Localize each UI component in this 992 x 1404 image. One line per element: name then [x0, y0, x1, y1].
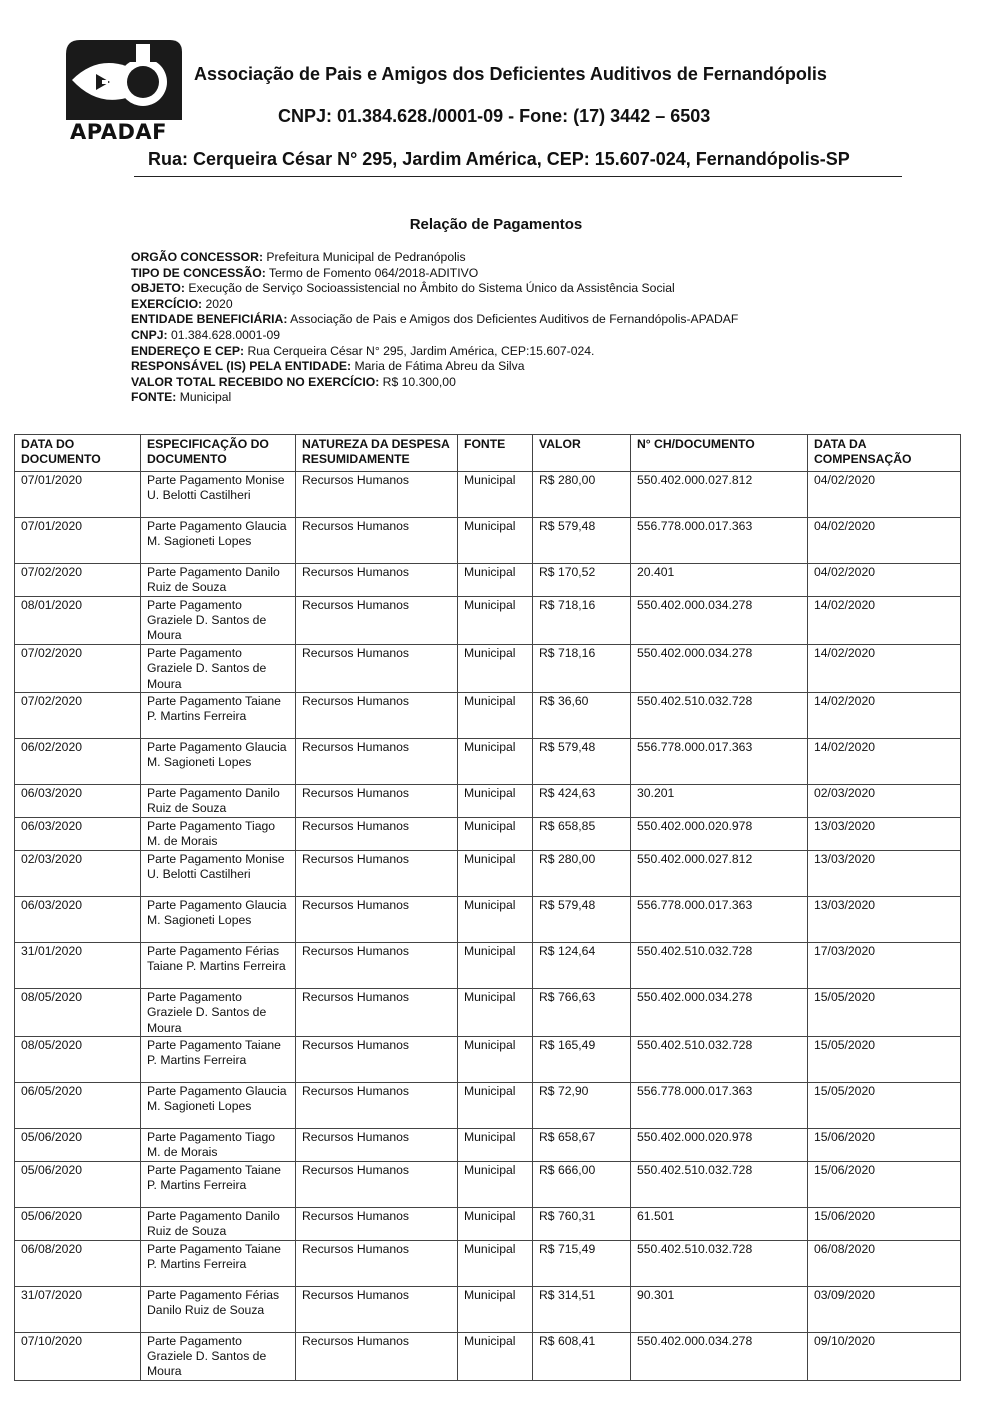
- cell-check-number: 550.402.000.034.278: [631, 988, 808, 1036]
- cell-specification: Parte Pagamento Graziele D. Santos de Moura: [141, 988, 296, 1036]
- cell-check-number: 550.402.510.032.728: [631, 942, 808, 988]
- cell-document-date: 06/02/2020: [15, 739, 141, 785]
- cell-check-number: 30.201: [631, 785, 808, 818]
- table-row: [15, 563, 961, 596]
- cell-specification: Parte Pagamento Graziele D. Santos de Moura: [141, 596, 296, 644]
- cell-document-date: 07/01/2020: [15, 471, 141, 517]
- cell-expense-nature: Recursos Humanos: [296, 1036, 458, 1082]
- cell-expense-nature: Recursos Humanos: [296, 988, 458, 1036]
- cell-compensation-date: 17/03/2020: [808, 942, 961, 988]
- cell-source: Municipal: [458, 1286, 533, 1332]
- info-value: Rua Cerqueira César N° 295, Jardim América, CEP:15.607-024.: [244, 343, 595, 358]
- cell-compensation-date: 04/02/2020: [808, 517, 961, 563]
- info-label: ORGÃO CONCESSOR:: [131, 250, 264, 264]
- payments-table: [14, 434, 961, 1381]
- cell-expense-nature: Recursos Humanos: [296, 817, 458, 850]
- cell-specification: Parte Pagamento Graziele D. Santos de Moura: [141, 644, 296, 692]
- cell-source: Municipal: [458, 1161, 533, 1207]
- cell-amount: R$ 36,60: [533, 693, 631, 739]
- org-name: Associação de Pais e Amigos dos Deficientes Auditivos de Fernandópolis: [194, 64, 827, 84]
- cell-specification: Parte Pagamento Taiane P. Martins Ferreira: [141, 1161, 296, 1207]
- cell-expense-nature: Recursos Humanos: [296, 1128, 458, 1161]
- cell-specification: Parte Pagamento Monise U. Belotti Castilheri: [141, 471, 296, 517]
- cell-specification: Parte Pagamento Glaucia M. Sagioneti Lopes: [141, 517, 296, 563]
- cell-source: Municipal: [458, 896, 533, 942]
- cell-source: Municipal: [458, 739, 533, 785]
- cell-expense-nature: Recursos Humanos: [296, 517, 458, 563]
- cell-amount: R$ 170,52: [533, 563, 631, 596]
- column-header: FONTE: [458, 435, 533, 472]
- cell-source: Municipal: [458, 563, 533, 596]
- info-value: 01.384.628.0001-09: [167, 327, 281, 342]
- cell-amount: R$ 718,16: [533, 644, 631, 692]
- cell-source: Municipal: [458, 988, 533, 1036]
- table-row: [15, 1207, 961, 1240]
- cell-source: Municipal: [458, 644, 533, 692]
- table-row: [15, 1036, 961, 1082]
- payments-table-body: [15, 471, 961, 1380]
- cell-document-date: 06/03/2020: [15, 785, 141, 818]
- cell-amount: R$ 424,63: [533, 785, 631, 818]
- info-label: RESPONSÁVEL (IS) PELA ENTIDADE:: [131, 359, 352, 374]
- logo-text: APADAF: [70, 120, 167, 144]
- info-value: R$ 10.300,00: [379, 374, 456, 389]
- cell-check-number: 550.402.000.034.278: [631, 1332, 808, 1380]
- table-row: [15, 785, 961, 818]
- cell-compensation-date: 14/02/2020: [808, 644, 961, 692]
- cell-document-date: 08/05/2020: [15, 988, 141, 1036]
- cell-amount: R$ 280,00: [533, 471, 631, 517]
- cell-check-number: 90.301: [631, 1286, 808, 1332]
- cell-document-date: 08/01/2020: [15, 596, 141, 644]
- cell-check-number: 20.401: [631, 563, 808, 596]
- cell-document-date: 06/03/2020: [15, 896, 141, 942]
- cell-specification: Parte Pagamento Graziele D. Santos de Moura: [141, 1332, 296, 1380]
- cell-amount: R$ 715,49: [533, 1240, 631, 1286]
- column-header: N° CH/DOCUMENTO: [631, 435, 808, 472]
- cell-document-date: 31/07/2020: [15, 1286, 141, 1332]
- cell-expense-nature: Recursos Humanos: [296, 1240, 458, 1286]
- cell-amount: R$ 718,16: [533, 596, 631, 644]
- info-label: ENTIDADE BENEFICIÁRIA:: [131, 312, 288, 327]
- info-row: [131, 344, 738, 360]
- cell-compensation-date: 03/09/2020: [808, 1286, 961, 1332]
- info-value: Termo de Fomento 064/2018-ADITIVO: [265, 265, 479, 280]
- table-row: [15, 942, 961, 988]
- header-divider: [134, 176, 902, 177]
- cell-check-number: 550.402.000.034.278: [631, 644, 808, 692]
- cell-compensation-date: 13/03/2020: [808, 817, 961, 850]
- cell-check-number: 550.402.510.032.728: [631, 1161, 808, 1207]
- cell-check-number: 550.402.000.034.278: [631, 596, 808, 644]
- cell-specification: Parte Pagamento Taiane P. Martins Ferreira: [141, 1240, 296, 1286]
- info-row: [131, 390, 738, 406]
- cell-source: Municipal: [458, 785, 533, 818]
- info-label: CNPJ:: [131, 327, 168, 342]
- cell-document-date: 07/01/2020: [15, 517, 141, 563]
- cell-specification: Parte Pagamento Tiago M. de Morais: [141, 817, 296, 850]
- info-row: [131, 297, 738, 313]
- info-value: Execução de Serviço Socioassistencial no Âmbito do Sistema Único da Assistência Social: [184, 281, 675, 296]
- cell-amount: R$ 608,41: [533, 1332, 631, 1380]
- cell-source: Municipal: [458, 1082, 533, 1128]
- table-row: [15, 1128, 961, 1161]
- cell-check-number: 556.778.000.017.363: [631, 739, 808, 785]
- table-row: [15, 596, 961, 644]
- column-header: ESPECIFICAÇÃO DO DOCUMENTO: [141, 435, 296, 472]
- cell-document-date: 07/02/2020: [15, 563, 141, 596]
- cell-compensation-date: 15/05/2020: [808, 1082, 961, 1128]
- table-row: [15, 517, 961, 563]
- table-row: [15, 850, 961, 896]
- cell-document-date: 06/08/2020: [15, 1240, 141, 1286]
- document-title: Relação de Pagamentos: [409, 216, 583, 233]
- info-value: Prefeitura Municipal de Pedranópolis: [263, 250, 466, 264]
- cell-expense-nature: Recursos Humanos: [296, 785, 458, 818]
- info-value: 2020: [202, 296, 233, 311]
- cell-document-date: 06/05/2020: [15, 1082, 141, 1128]
- cell-expense-nature: Recursos Humanos: [296, 693, 458, 739]
- cell-compensation-date: 15/05/2020: [808, 988, 961, 1036]
- cell-document-date: 08/05/2020: [15, 1036, 141, 1082]
- info-label: ENDEREÇO E CEP:: [131, 343, 245, 358]
- cell-compensation-date: 13/03/2020: [808, 896, 961, 942]
- cell-compensation-date: 13/03/2020: [808, 850, 961, 896]
- cell-check-number: 550.402.000.020.978: [631, 817, 808, 850]
- cell-compensation-date: 04/02/2020: [808, 471, 961, 517]
- cell-document-date: 02/03/2020: [15, 850, 141, 896]
- cell-document-date: 07/02/2020: [15, 693, 141, 739]
- info-row: [131, 359, 738, 375]
- table-row: [15, 644, 961, 692]
- table-header-row: [15, 435, 961, 472]
- cell-compensation-date: 15/05/2020: [808, 1036, 961, 1082]
- cell-amount: R$ 579,48: [533, 896, 631, 942]
- cell-specification: Parte Pagamento Taiane P. Martins Ferreira: [141, 693, 296, 739]
- cell-source: Municipal: [458, 596, 533, 644]
- cell-expense-nature: Recursos Humanos: [296, 596, 458, 644]
- cell-source: Municipal: [458, 1332, 533, 1380]
- table-row: [15, 988, 961, 1036]
- cell-compensation-date: 15/06/2020: [808, 1161, 961, 1207]
- info-label: EXERCÍCIO:: [131, 296, 203, 311]
- cell-compensation-date: 04/02/2020: [808, 563, 961, 596]
- cell-specification: Parte Pagamento Férias Danilo Ruiz de Souza: [141, 1286, 296, 1332]
- cell-document-date: 07/02/2020: [15, 644, 141, 692]
- cell-compensation-date: 09/10/2020: [808, 1332, 961, 1380]
- org-address: Rua: Cerqueira César N° 295, Jardim América, CEP: 15.607-024, Fernandópolis-SP: [148, 149, 850, 169]
- info-row: [131, 266, 738, 282]
- table-row: [15, 896, 961, 942]
- cell-amount: R$ 766,63: [533, 988, 631, 1036]
- cell-check-number: 550.402.510.032.728: [631, 1036, 808, 1082]
- cell-amount: R$ 658,85: [533, 817, 631, 850]
- cell-expense-nature: Recursos Humanos: [296, 563, 458, 596]
- info-row: [131, 375, 738, 391]
- info-row: [131, 281, 738, 297]
- column-header: DATA DO DOCUMENTO: [15, 435, 141, 472]
- cell-check-number: 550.402.510.032.728: [631, 693, 808, 739]
- column-header: VALOR: [533, 435, 631, 472]
- cell-compensation-date: 14/02/2020: [808, 596, 961, 644]
- cell-source: Municipal: [458, 1128, 533, 1161]
- cell-check-number: 61.501: [631, 1207, 808, 1240]
- cell-source: Municipal: [458, 942, 533, 988]
- cell-expense-nature: Recursos Humanos: [296, 1161, 458, 1207]
- cell-specification: Parte Pagamento Danilo Ruiz de Souza: [141, 563, 296, 596]
- info-label: VALOR TOTAL RECEBIDO NO EXERCÍCIO:: [131, 374, 380, 389]
- cell-document-date: 05/06/2020: [15, 1207, 141, 1240]
- info-label: FONTE:: [131, 390, 177, 405]
- cell-specification: Parte Pagamento Glaucia M. Sagioneti Lopes: [141, 896, 296, 942]
- cell-expense-nature: Recursos Humanos: [296, 850, 458, 896]
- cell-check-number: 556.778.000.017.363: [631, 517, 808, 563]
- cell-source: Municipal: [458, 1207, 533, 1240]
- cell-expense-nature: Recursos Humanos: [296, 896, 458, 942]
- info-value: Maria de Fátima Abreu da Silva: [351, 359, 525, 374]
- cell-specification: Parte Pagamento Danilo Ruiz de Souza: [141, 1207, 296, 1240]
- cell-document-date: 07/10/2020: [15, 1332, 141, 1380]
- cell-amount: R$ 165,49: [533, 1036, 631, 1082]
- cell-specification: Parte Pagamento Danilo Ruiz de Souza: [141, 785, 296, 818]
- table-row: [15, 1286, 961, 1332]
- cell-amount: R$ 666,00: [533, 1161, 631, 1207]
- cell-expense-nature: Recursos Humanos: [296, 739, 458, 785]
- table-row: [15, 1161, 961, 1207]
- cell-check-number: 550.402.000.020.978: [631, 1128, 808, 1161]
- cell-compensation-date: 14/02/2020: [808, 739, 961, 785]
- cell-amount: R$ 72,90: [533, 1082, 631, 1128]
- cell-expense-nature: Recursos Humanos: [296, 1207, 458, 1240]
- cell-specification: Parte Pagamento Glaucia M. Sagioneti Lopes: [141, 1082, 296, 1128]
- table-row: [15, 817, 961, 850]
- cell-specification: Parte Pagamento Tiago M. de Morais: [141, 1128, 296, 1161]
- cell-compensation-date: 15/06/2020: [808, 1128, 961, 1161]
- cell-source: Municipal: [458, 1036, 533, 1082]
- info-value: Associação de Pais e Amigos dos Deficientes Auditivos de Fernandópolis-APADAF: [287, 312, 739, 327]
- cell-expense-nature: Recursos Humanos: [296, 1332, 458, 1380]
- cell-amount: R$ 579,48: [533, 517, 631, 563]
- cell-specification: Parte Pagamento Taiane P. Martins Ferreira: [141, 1036, 296, 1082]
- column-header: DATA DA COMPENSAÇÃO: [808, 435, 961, 472]
- cell-expense-nature: Recursos Humanos: [296, 942, 458, 988]
- info-label: OBJETO:: [131, 281, 185, 296]
- info-row: [131, 250, 738, 266]
- cell-amount: R$ 124,64: [533, 942, 631, 988]
- cell-check-number: 550.402.000.027.812: [631, 850, 808, 896]
- cell-source: Municipal: [458, 517, 533, 563]
- grant-info: [131, 250, 738, 406]
- cell-document-date: 06/03/2020: [15, 817, 141, 850]
- cell-check-number: 556.778.000.017.363: [631, 896, 808, 942]
- cell-specification: Parte Pagamento Glaucia M. Sagioneti Lopes: [141, 739, 296, 785]
- info-label: TIPO DE CONCESSÃO:: [131, 265, 266, 280]
- cell-compensation-date: 15/06/2020: [808, 1207, 961, 1240]
- cell-source: Municipal: [458, 817, 533, 850]
- table-row: [15, 693, 961, 739]
- cell-compensation-date: 14/02/2020: [808, 693, 961, 739]
- table-row: [15, 1240, 961, 1286]
- info-row: [131, 312, 738, 328]
- table-row: [15, 1332, 961, 1380]
- cell-expense-nature: Recursos Humanos: [296, 1286, 458, 1332]
- cell-source: Municipal: [458, 850, 533, 896]
- cell-source: Municipal: [458, 693, 533, 739]
- cell-compensation-date: 02/03/2020: [808, 785, 961, 818]
- table-row: [15, 739, 961, 785]
- cell-expense-nature: Recursos Humanos: [296, 471, 458, 517]
- cell-document-date: 05/06/2020: [15, 1161, 141, 1207]
- org-cnpj-phone: CNPJ: 01.384.628./0001-09 - Fone: (17) 3442 – 6503: [278, 106, 711, 126]
- cell-source: Municipal: [458, 1240, 533, 1286]
- cell-specification: Parte Pagamento Monise U. Belotti Castilheri: [141, 850, 296, 896]
- table-row: [15, 1082, 961, 1128]
- info-value: Municipal: [176, 390, 232, 405]
- cell-amount: R$ 760,31: [533, 1207, 631, 1240]
- column-header: NATUREZA DA DESPESA RESUMIDAMENTE: [296, 435, 458, 472]
- cell-amount: R$ 658,67: [533, 1128, 631, 1161]
- info-row: [131, 328, 738, 344]
- cell-amount: R$ 280,00: [533, 850, 631, 896]
- cell-document-date: 31/01/2020: [15, 942, 141, 988]
- cell-check-number: 550.402.510.032.728: [631, 1240, 808, 1286]
- cell-specification: Parte Pagamento Férias Taiane P. Martins Ferreira: [141, 942, 296, 988]
- cell-check-number: 550.402.000.027.812: [631, 471, 808, 517]
- cell-amount: R$ 579,48: [533, 739, 631, 785]
- cell-check-number: 556.778.000.017.363: [631, 1082, 808, 1128]
- cell-amount: R$ 314,51: [533, 1286, 631, 1332]
- table-row: [15, 471, 961, 517]
- cell-document-date: 05/06/2020: [15, 1128, 141, 1161]
- cell-expense-nature: Recursos Humanos: [296, 644, 458, 692]
- cell-source: Municipal: [458, 471, 533, 517]
- cell-expense-nature: Recursos Humanos: [296, 1082, 458, 1128]
- cell-compensation-date: 06/08/2020: [808, 1240, 961, 1286]
